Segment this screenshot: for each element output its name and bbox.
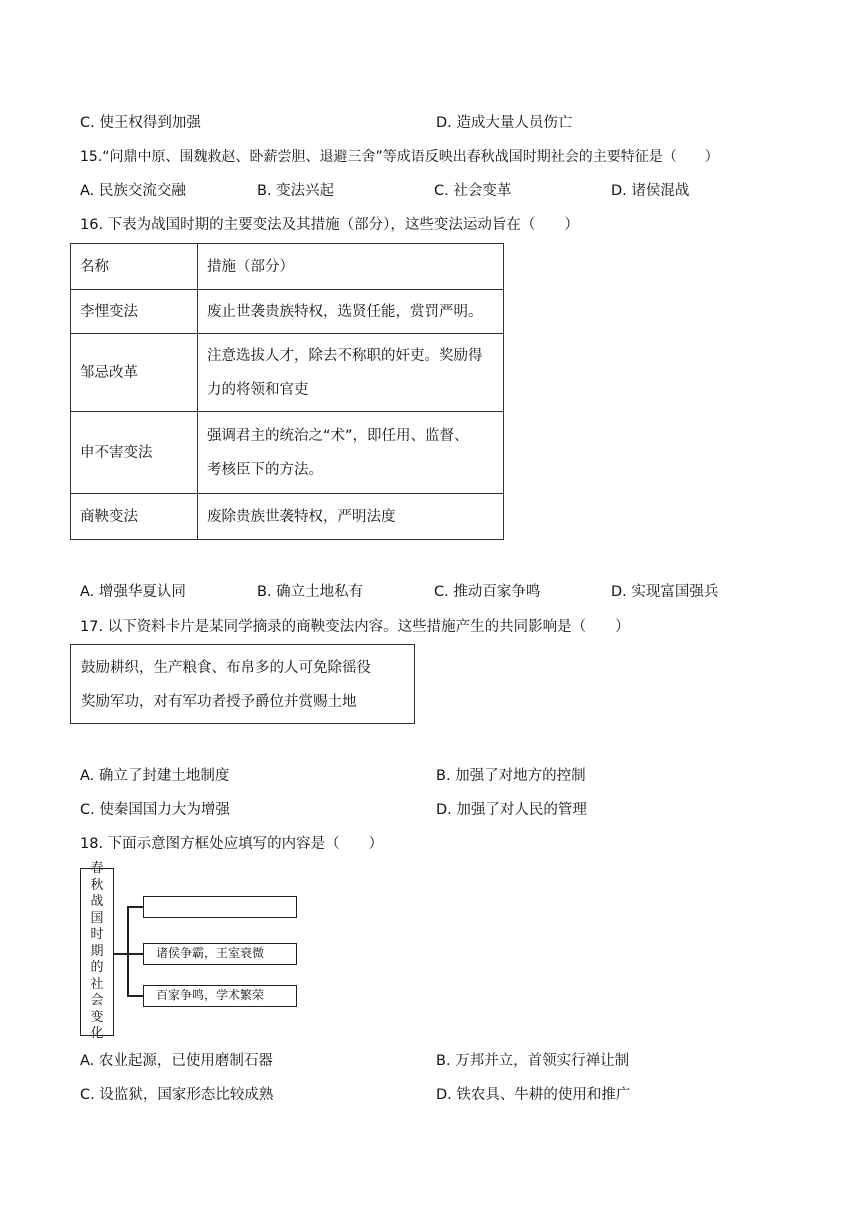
table-cell-line: 强调君主的统治之“术”，即任用、监督、: [207, 427, 469, 444]
q15-option-b: B. 变法兴起: [257, 183, 335, 199]
diagram-blank-box: [143, 896, 297, 918]
q15-option-a: A. 民族交流交融: [80, 183, 186, 199]
table-cell-line: 力的将领和官吏: [207, 381, 309, 398]
q17-stem: 17. 以下资料卡片是某同学摘录的商鞅变法内容。这些措施产生的共同影响是（ ）: [80, 619, 630, 635]
q16-stem: 16. 下表为战国时期的主要变法及其措施（部分），这些变法运动旨在（ ）: [80, 217, 579, 233]
q18-option-a: A. 农业起源，已使用磨制石器: [80, 1053, 273, 1069]
table-header-row: [71, 244, 504, 290]
q17-option-a: A. 确立了封建土地制度: [80, 768, 230, 784]
diagram-connector: [114, 953, 128, 955]
q14-option-c: C. 使王权得到加强: [80, 115, 201, 131]
table-row: [71, 494, 504, 540]
diagram-branch-box: 诸侯争霸，王室衰微: [143, 943, 297, 965]
q17-option-d: D. 加强了对人民的管理: [436, 802, 587, 818]
q16-option-b: B. 确立土地私有: [257, 584, 364, 600]
diagram-branch-box: 百家争鸣，学术繁荣: [143, 985, 297, 1007]
diagram-main-char: 国: [90, 910, 104, 926]
social-change-diagram: [80, 861, 300, 1042]
diagram-connector: [127, 906, 129, 996]
diagram-main-char: 期: [90, 943, 104, 959]
q15-stem: 15.“问鼎中原、围魏救赵、卧薪尝胆、退避三舍”等成语反映出春秋战国时期社会的主要特征是（ ）: [80, 149, 719, 165]
table-header-name: 名称: [71, 244, 198, 290]
q18-stem: 18. 下面示意图方框处应填写的内容是（ ）: [80, 836, 384, 852]
diagram-main-char: 战: [90, 894, 104, 910]
q14-option-d: D. 造成大量人员伤亡: [436, 115, 573, 131]
table-cell-name: 申不害变法: [71, 412, 198, 494]
diagram-main-box: [80, 861, 114, 1042]
diagram-main-char: 会: [90, 993, 104, 1009]
q15-option-c: C. 社会变革: [434, 183, 512, 199]
q16-option-d: D. 实现富国强兵: [611, 584, 719, 600]
diagram-main-char: 变: [90, 1009, 104, 1025]
table-cell-line: 废除贵族世袭特权，严明法度: [207, 508, 396, 525]
q16-option-c: C. 推动百家争鸣: [434, 584, 541, 600]
table-cell-line: 考核臣下的方法。: [207, 461, 323, 478]
table-cell-name: 邹忌改革: [71, 334, 198, 412]
table-row: [71, 290, 504, 334]
q16-option-a: A. 增强华夏认同: [80, 584, 186, 600]
diagram-main-char: 化: [90, 1026, 104, 1042]
table-cell-line: 注意选拔人才，除去不称职的奸吏。奖励得: [207, 347, 483, 364]
table-row: [71, 412, 504, 494]
diagram-connector: [127, 906, 143, 908]
diagram-connector: [127, 953, 143, 955]
diagram-main-char: 春: [90, 861, 104, 877]
info-card-line: 鼓励耕织，生产粮食、布帛多的人可免除徭役: [81, 660, 371, 676]
table-cell-measures: [198, 494, 504, 540]
diagram-main-char: 时: [90, 927, 104, 943]
q18-option-b: B. 万邦并立，首领实行禅让制: [436, 1053, 630, 1069]
q18-option-d: D. 铁农具、牛耕的使用和推广: [436, 1087, 631, 1103]
q18-option-c: C. 设监狱，国家形态比较成熟: [80, 1087, 274, 1103]
q17-option-b: B. 加强了对地方的控制: [436, 768, 586, 784]
reform-measures-table: [70, 243, 504, 540]
info-card-line: 奖励军功，对有军功者授予爵位并赏赐土地: [81, 694, 357, 710]
table-cell-measures: [198, 290, 504, 334]
diagram-main-char: 社: [90, 976, 104, 992]
q15-option-d: D. 诸侯混战: [611, 183, 690, 199]
table-cell-measures: [198, 412, 504, 494]
diagram-main-char: 秋: [90, 877, 104, 893]
table-header-measures: 措施（部分）: [198, 244, 504, 290]
table-cell-measures: [198, 334, 504, 412]
table-cell-line: 废止世袭贵族特权，选贤任能，赏罚严明。: [207, 303, 483, 320]
diagram-connector: [127, 995, 143, 997]
diagram-main-char: 的: [90, 960, 104, 976]
table-cell-name: 李悝变法: [71, 290, 198, 334]
table-row: [71, 334, 504, 412]
q17-option-c: C. 使秦国国力大为增强: [80, 802, 230, 818]
table-cell-name: 商鞅变法: [71, 494, 198, 540]
info-card: [70, 644, 415, 724]
